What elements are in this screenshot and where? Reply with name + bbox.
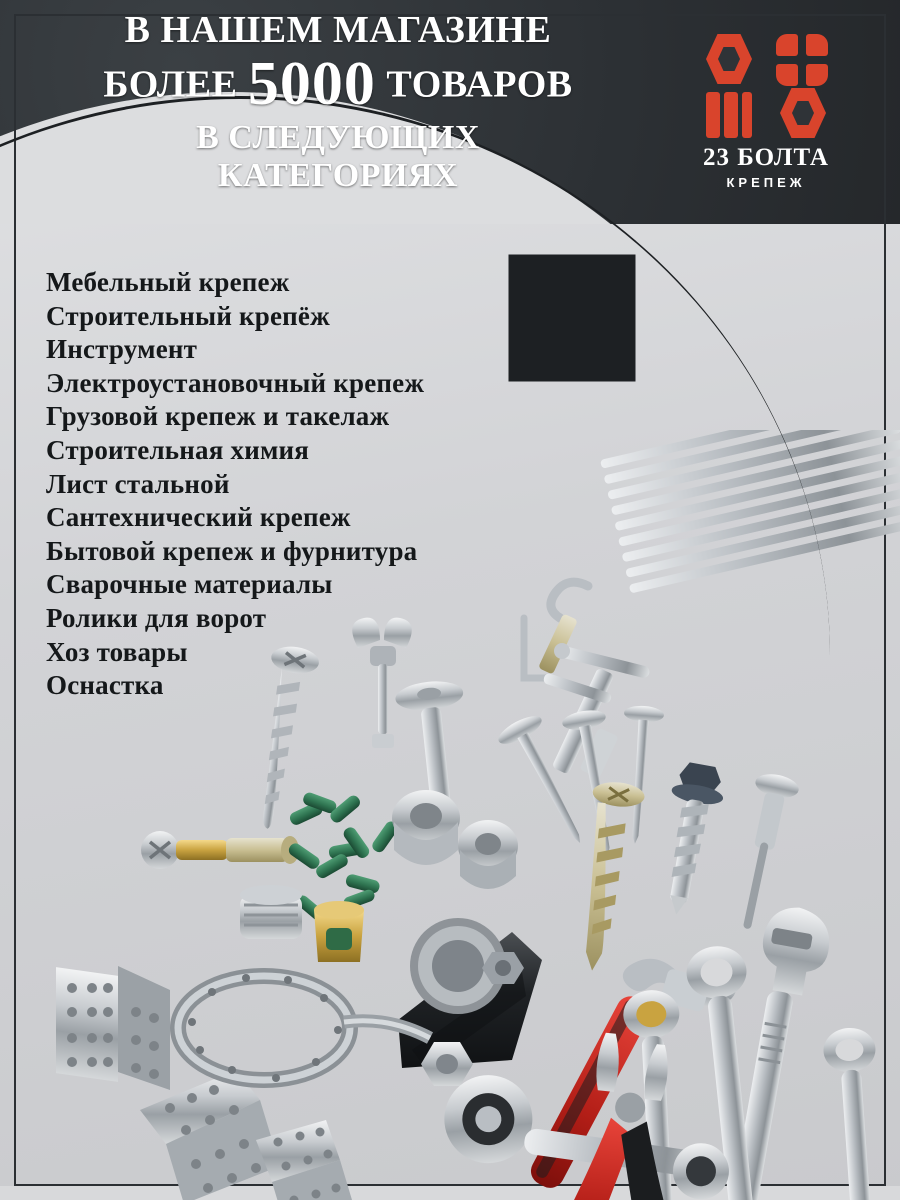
headline-line-2 (18, 52, 658, 118)
combination-wrench (822, 1026, 888, 1200)
list-item: Строительный крепёж (46, 300, 330, 331)
threaded-insert (458, 820, 518, 889)
list-item: Мебельный крепеж (46, 267, 290, 297)
list-item: Хоз товары (46, 636, 188, 667)
list-item: Ролики для ворот (46, 603, 267, 634)
hex-nut-icon (780, 88, 826, 138)
headline-line-1: В НАШЕМ МАГАЗИНЕ (124, 9, 552, 51)
headline-line-4: КАТЕГОРИЯХ (217, 157, 459, 195)
threaded-insert (392, 790, 460, 865)
list-item: Сантехнический крепеж (46, 502, 351, 533)
list-item: Электроустановочный крепеж (46, 367, 425, 398)
list-item: Грузовой крепеж и такелаж (46, 401, 390, 432)
perforated-angle-bracket (256, 1120, 352, 1200)
perforated-angle-bracket (56, 966, 170, 1090)
bars-icon (706, 92, 754, 138)
headline-word-goods: ТОВАРОВ (386, 63, 573, 106)
list-item: Строительная химия (46, 435, 310, 466)
bolt-cross-icon (776, 34, 828, 86)
brass-insert (314, 901, 364, 962)
confirmat-screw (141, 831, 299, 869)
logo-name: 23 БОЛТА (703, 144, 829, 171)
page-title (18, 10, 658, 194)
headline-line-3: В СЛЕДУЮЩИХ (196, 118, 480, 156)
category-list (46, 266, 424, 703)
headline-word-more: БОЛЕЕ (103, 63, 238, 106)
gate-roller (398, 918, 542, 1068)
roofing-screw (651, 760, 729, 919)
list-item: Сварочные материалы (46, 569, 333, 600)
perforated-tape (178, 974, 430, 1082)
hex-nut-icon (706, 34, 752, 84)
list-item: Оснастка (46, 670, 164, 701)
list-item: Лист стальной (46, 468, 230, 499)
headline-count: 5000 (247, 50, 376, 119)
nails (495, 705, 665, 860)
perforated-angle-bracket (140, 1070, 280, 1200)
list-item: Инструмент (46, 334, 198, 365)
logo-subtitle: КРЕПЕЖ (726, 175, 806, 190)
brand-logo (678, 34, 854, 190)
list-item: Бытовой крепеж и фурнитура (46, 535, 418, 566)
threaded-insert (240, 885, 302, 939)
logo-marks (704, 34, 828, 138)
